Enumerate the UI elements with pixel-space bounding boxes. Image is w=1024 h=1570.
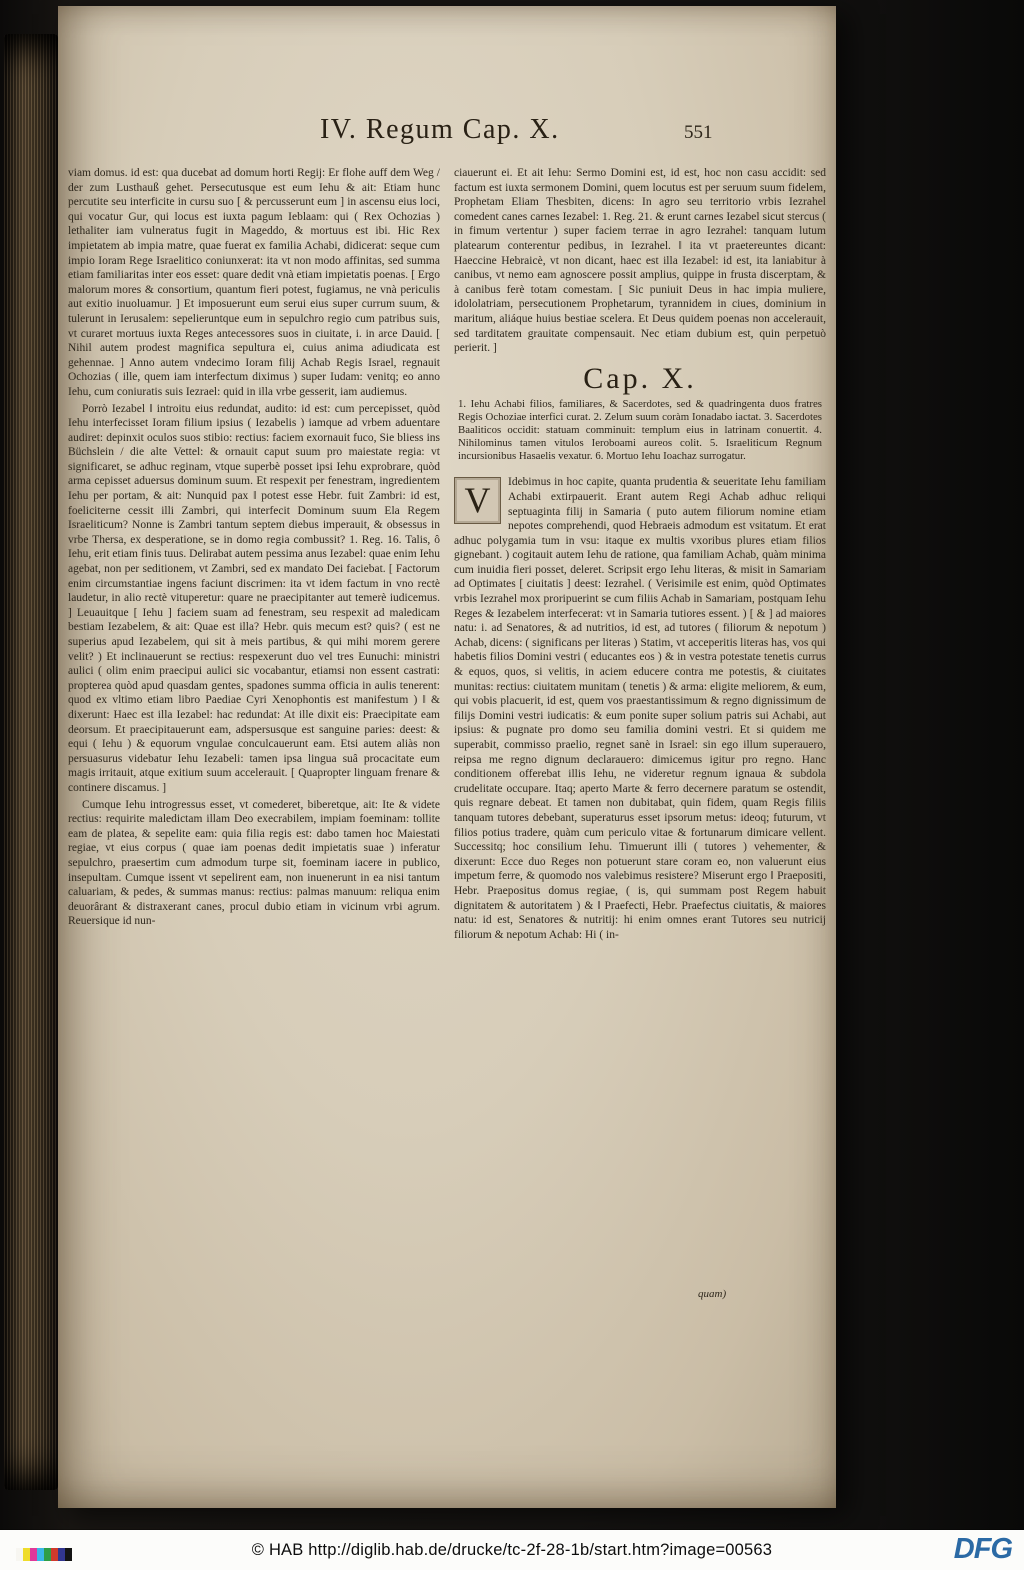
text-columns	[68, 166, 826, 1318]
right-column	[454, 166, 826, 1318]
running-title: IV. Regum Cap. X.	[319, 114, 560, 145]
page-number: 551	[684, 122, 713, 143]
dropcap-initial: V	[454, 477, 501, 524]
chapter-body	[454, 475, 826, 942]
copyright-url: © HAB http://diglib.hab.de/drucke/tc-2f-28-1b/start.htm?image=00563	[251, 1540, 773, 1559]
color-swatch	[23, 1548, 30, 1561]
catchword: quam)	[698, 1288, 727, 1300]
color-swatch	[37, 1548, 44, 1561]
color-swatch	[16, 1548, 23, 1561]
dfg-logo: DFG	[953, 1533, 1012, 1565]
left-column	[68, 166, 440, 1318]
paragraph: Cumque Iehu introgressus esset, vt comederet, biberetque, ait: Ite & videte rectius: requirite maledictam illam Deo execrabilem, impiam foeminam: tollite eam de platea, & sepelite eam: quia filia regis est: dabo tamen hoc Maiestati regiae, vt eius corpus ( quae iam poenas dedit impietatis suae ) inferatur sepulchro, praesertim cum admodum turpe sit, foeminam iacere in publico, insepultam. Cumque issent vt sepelirent eam, non inuenerunt in ea nisi tantum caluariam, & pedes, & summas manus: rectius: palmas manuum: reliqua enim deuorârant & distraxerant canes, procul dubio etiam in vicinum vrbi agrum. Reuersique id nun-	[68, 798, 440, 928]
color-swatch	[44, 1548, 51, 1561]
color-calibration-strip	[16, 1548, 72, 1561]
chapter-argument: 1. Iehu Achabi filios, familiares, & Sacerdotes, sed & quadringenta duos fratres Regis Ochoziae interfici curat. 2. Zelum suum coràm Ionadabo iactat. 3. Sacerdotes Baaliticos occidit: statuam comminuit: templum eius in latrinam conuertit. 4. Nihilominus tamen vitulos Ieroboami aureos colit. 5. Israeliticum Regnum incursionibus Hasaelis vexatur. 6. Mortuo Iehu Ioachaz surrogatur.	[458, 398, 822, 463]
page-header	[68, 114, 826, 156]
paragraph: Porrò Iezabel ‖ introitu eius redundat, audito: id est: cum percepisset, quòd Iehu interfecisset Ioram filium ipsius ( Iezabelis ) iamque ad vrbem aduentare audiret: depinxit oculos suos stibio: rectius: faciem exornauit fuco, Sie bliess ins Büchslein / die alte Vettel: & ornauit caput suum pro maiestate regia: vt significaret, se adhuc reginam, vtque superbè posset ipsi Iehu exprobrare, quòd arma cepisset aduersus dominum suum. Et respexit per fenestram, ingredientem Iehu per portam, & ait: Nunquid pax ‖ potest esse Hebr. fuit Zambri: id est, foeliciterne cessit illi Zambri, qui interfecit Dominum suum Ela Regem Israeliticum? Nonne is Zambri tantum septem diebus imperauit, & obsessus in vrbe Thersa, ex desperatione, se in domo regia combussit? 1. Reg. 16. Talis, ô Iehu, erit etiam finis tuus. Delirabat autem pessima anus Iezabel: quae enim Iehu agebat, non per seditionem, vt Zambri, sed ex mandato Dei faciebat. [ Factorum enim circumstantiae ingens faciunt discrimen: ita vt idem factum in vno rectè laudetur, in alio rectè vituperetur: quare ne praecipitanter aut temerè iudicemus. ] Leuauitque [ Iehu ] faciem suam ad fenestram, seu respexit ad maledicam bestiam Iezabelem, & ait: Quae est illa? Hebr. quis mecum est? quis? ( est ne superius apud Iezabelem, qui sit à meis partibus, & qui mihi morem gerere velit? ) Et inclinauerunt se rectius: respexerunt duo vel tres Eunuchi: ministri aulici ( olim enim praecipui aulici sic vocabantur, etiamsi non essent castrati: propterea quòd apud quasdam gentes, spadones summa officia in aulis tenerent: quod ex vltimo etiam libro Paediae Cyri Xenophontis est manifestum ) ‖ & dixerunt: Haec est illa Iezabel: hac redundat: At ille dixit eis: Praecipitate eam deorsum. Et praecipitauerunt eam, adspersusque est sanguine paries: deest: & equi ( Iehu ) & equorum vngulae conculcauerunt eam. Etsi autem aliàs non persuasurus videbatur Iehu Iezabeli: tamen ipsa lingua suâ procacitate eum magis irritauit, atque exitium suum accelerauit. [ Quapropter linguam frenare & continere discamus. ]	[68, 402, 440, 794]
color-swatch	[65, 1548, 72, 1561]
paragraph: viam domus. id est: qua ducebat ad domum horti Regij: Er flohe auff dem Weg / der zum Lusthauß gehet. Persecutusque est eum Iehu & ait: Etiam hunc percutite seu interficite in cursu suo [ & percusserunt eum ] in ascensu eius loci, qui vocatur Gur, qui locus est iuxta pagum Ieblaam: qui ( Rex Ochozias ) lethaliter iam vulneratus fugit in Mageddo, & mortuus est ibi. Hic Rex impietatem ab impia matre, quae fuerat ex familia Achabi, didicerat: seque cum impio Ioram Rege Israelitico coniunxerat: ita vt non modo affinitas, sed summa etiam familiaritas inter eos esset: quare dedit vnà etiam impietatis poenas. [ Ergo malorum mores & consortium, quantum fieri potest, fugiamus, ne vnà periculis aut exitio inuoluamur. ] Et imposuerunt eum serui eius super currum suum, & tulerunt in Ierusalem: sepelieruntque eum in sepulchro regio cum patribus suis, vt curaret mortuus iuxta Reges antecessores suos in ciuitate, i. in arce Dauid. [ Nihil autem prodest magnifica sepultura ei, cuius anima adiudicata est gehennae. ] Anno autem vndecimo Ioram filij Achab Regis Israel, regnauit Ochozias ( ille, quem iam interfectum diximus ) super Iudam: venitq; eo anno Iehu, cum coniuratis suis Iezrael: quid in illa vrbe gesserit, iam audiemus.	[68, 167, 440, 398]
color-swatch	[30, 1548, 37, 1561]
book-page	[58, 6, 836, 1508]
color-swatch	[58, 1548, 65, 1561]
paragraph-continuation: ciauerunt ei. Et ait Iehu: Sermo Domini est, id est, hoc non casu accidit: sed factum est iuxta sermonem Domini, quem locutus est per seruum suum fidelem, Prophetam Eliam Thesbiten, dicens: In agro seu territorio vrbis Iezrahel comedent canes carnes Iezabel: 1. Reg. 21. & erunt carnes Iezabel sicut stercus ( in fimum vertentur ) super faciem terrae in agro Iezrahel: tanquam lutum platearum conterentur pedibus, in Iezrahel. ‖ ita vt praetereuntes dicant: Haeccine Hebraicè, vt non dicant, haec est illa Iezabel: id est, ita laniabitur à canibus, vt nemo eam agnoscere possit amplius, quippe in frusta discerptam, & à canibus ferè totam comestam. [ Sic puniuit Deus in hac impia muliere, idololatriam, persecutionem Prophetarum, tyrannidem in ciues, dominium in maritum, aliáque huius bestiae scelera. Et Deus quidem poenas non accelerauit, sed tarditatem grauitate compensauit. Nec etiam dubium est, quin perpetuò perierit. ]	[454, 167, 826, 355]
chapter-body-text: Idebimus in hoc capite, quanta prudentia & seueritate Iehu familiam Achabi extirpauerit. Erant autem Regi Achab adhuc reliqui septuaginta filij in Samaria ( puto autem filiorum nomine etiam nepotes comprehendi, quod Hebraeis admodum est vsitatum. Et erat adhuc polygamia tum in vsu: itaque ex multis vxoribus plures etiam filios gignebant. ) cogitauit autem Iehu de ratione, qua familiam Achab, quàm minima cum inuidia fieri posset, deleret. Scripsit ergo Iehu literas, & misit in Samariam ad Optimates [ ciuitatis ] deest: Iezrahel. ( Verisimile est enim, quòd Optimates vrbis Iezrahel mox proripuerint se cum filiis Achab in Samariam, postquam Iehu Reges & Iezabelem interfecerat: vt in Samaria tutiores essent. ) [ & ] ad maiores natu: i. ad Senatores, & ad nutritios, id est, ad tutores ( filiorum & nepotum ) Achab, dicens: ( significans per literas ) Statim, vt acceperitis literas has, vos qui habetis filios Domini vestri ( educantes eos ) & in vestra potestate tenetis currus & equos, quos, si velitis, in aciem educere contra me potestis, & ciuitates munitas: rectius: ciuitatem munitam ( tenetis ) & arma: eligite meliorem, & eum, qui vobis placuerit, id est, quem vos praestantissimum & regno dignissimum de filijs Domini vestri iudicatis: & eum ponite super solium patris sui Achabi, aut ipsius: & pugnate pro domo seu familia domini vestri. Et si quidem me superabit, commisso praelio, regnet sanè in Israel: sin ego illum superauero, reipsa me regno dignum declarauero: dimicemus igitur pro regno. Hanc conditionem offerebat illis Iehu, ne videretur regnum ignaua & subdola crudelitate occupare. Itaq; aperto Marte & ferro decernere paratum se ostendit, quis regnare debeat. Et tamen non dubitabat, quin fidem, quam Regis filiis tanquam tutores debebant, superaturus esset ipsorum metus: ideoq; futurum, vt filios potius tradere, quàm cum periculo vitae & fortunarum dimicare vellent. Successitq; hoc consilium Iehu. Timuerunt illi ( tutores ) vehementer, & dixerunt: Ecce duo Reges non potuerunt stare coram eo, non valuerunt eius impetum ferre, & quomodo nos valebimus resistere? Miserunt ergo ‖ Praepositi, Hebr. Praepositus domus regiae, ( is, qui summam post Regem habuit dignitatem & autoritatem ) & ‖ Praefecti, Hebr. Praefectus ciuitatis, & maiores natu: id est, Senatores & nutritij: hi enim omnes erant Tutores seu nutricij filiorum & nepotum Achab: Hi ( in-	[454, 476, 826, 941]
color-swatch	[51, 1548, 58, 1561]
footer-bar	[0, 1530, 1024, 1570]
chapter-heading: Cap. X.	[583, 361, 697, 395]
book-page-edges	[4, 34, 58, 1490]
